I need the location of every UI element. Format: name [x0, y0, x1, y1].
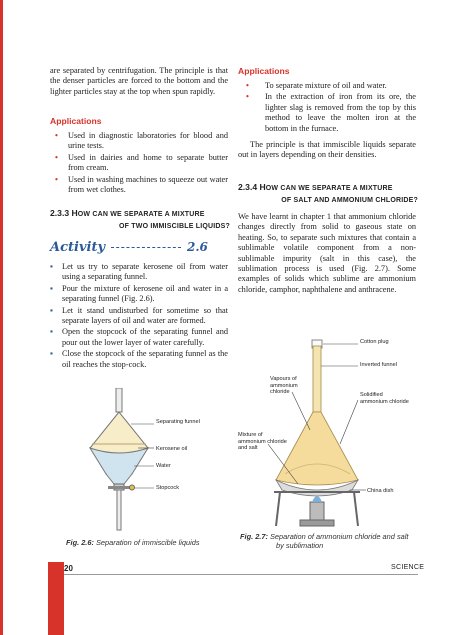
section-first-letter: H	[259, 182, 266, 192]
list-item: • Used in diagnostic laboratories for blood and urine tests.	[50, 131, 228, 152]
list-item: ▪ Open the stopcock of the separating funnel and pour out the lower layer of water carefully.	[50, 327, 228, 348]
section-number: 2.3.3	[50, 208, 70, 218]
caption-label: Fig. 2.7:	[240, 532, 268, 541]
right-body: We have learnt in chapter 1 that ammonium chloride changes directly from solid to gaseous state on heating. So, to separate such mixtures that contain a sublimable volatile component from a non-sublimable impurity (salt in this case), the sublimation process is used (Fig. 2.7). Some examples of solids which sublime are ammonium chloride, camphor, naphthalene and anthracene.	[238, 212, 416, 294]
section-title-line1: OW CAN WE SEPARATE A MIXTURE	[265, 185, 393, 192]
activity-header	[50, 238, 230, 256]
left-applications-heading: Applications	[50, 116, 102, 126]
section-heading-2-3-4	[238, 182, 418, 206]
label-water: Water	[156, 463, 171, 469]
right-applications-heading: Applications	[238, 66, 290, 76]
footer-red-tab	[48, 562, 64, 635]
figure-2-6-caption	[66, 538, 200, 547]
label-separating-funnel: Separating funnel	[156, 419, 200, 425]
caption-text: Separation of ammonium chloride and salt	[270, 532, 409, 541]
caption-label: Fig. 2.6:	[66, 538, 94, 547]
section-heading-2-3-3	[50, 208, 230, 232]
activity-label: Activity	[50, 240, 105, 255]
left-intro: are separated by centrifugation. The principle is that the denser particles are forced to the bottom and the lighter particles stay at the top when spun rapidly.	[50, 66, 228, 96]
activity-number: 2.6	[187, 240, 208, 254]
caption-text: Separation of immiscible liquids	[96, 538, 200, 547]
list-item: • To separate mixture of oil and water.	[238, 81, 416, 91]
left-applications-list	[50, 131, 228, 196]
activity-divider	[111, 247, 181, 248]
activity-steps	[50, 262, 228, 371]
label-solidified: Solidified ammonium chloride	[360, 392, 409, 405]
list-item: • In the extraction of iron from its ore, the lighter slag is removed from the top by this method to leave the molten iron at the bottom in the furnace.	[238, 92, 416, 134]
right-principle: The principle is that immiscible liquids separate out in layers depending on their densities.	[238, 140, 416, 160]
right-applications-list	[238, 81, 416, 135]
footer-rule	[62, 574, 418, 575]
list-item: ▪ Let us try to separate kerosene oil from water using a separating funnel.	[50, 262, 228, 283]
list-item: ▪ Let it stand undisturbed for sometime so that separate layers of oil and water are formed.	[50, 306, 228, 327]
label-inverted-funnel: Inverted funnel	[360, 362, 398, 368]
section-title-line2: OF TWO IMMISCIBLE LIQUIDS?	[119, 223, 230, 230]
list-item: • Used in dairies and home to separate butter from cream.	[50, 153, 228, 174]
label-kerosene-oil: Kerosene oil	[156, 446, 188, 452]
list-item: ▪ Close the stopcock of the separating funnel as the oil reaches the stop-cock.	[50, 349, 228, 370]
section-title-line1: OW CAN WE SEPARATE A MIXTURE	[77, 211, 205, 218]
section-first-letter: H	[71, 208, 78, 218]
figure-2-7-caption	[240, 532, 420, 550]
list-item: ▪ Pour the mixture of kerosene oil and water in a separating funnel (Fig. 2.6).	[50, 284, 228, 305]
caption-text-line2: by sublimation	[276, 541, 324, 550]
label-cotton-plug: Cotton plug	[360, 339, 389, 345]
page-number: 20	[64, 564, 73, 573]
label-mixture: Mixture of ammonium chloride and salt	[238, 432, 287, 451]
page-edge-bar	[0, 0, 3, 635]
list-item: • Used in washing machines to squeeze out water from wet clothes.	[50, 175, 228, 196]
label-china-dish: China dish	[367, 488, 394, 494]
section-title-line2: OF SALT AND AMMONIUM CHLORIDE?	[281, 197, 418, 204]
label-stopcock: Stopcock	[156, 485, 180, 491]
footer-book-title: SCIENCE	[391, 564, 425, 571]
label-vapours: Vapours of ammonium chloride	[270, 376, 298, 395]
section-number: 2.3.4	[238, 182, 258, 192]
